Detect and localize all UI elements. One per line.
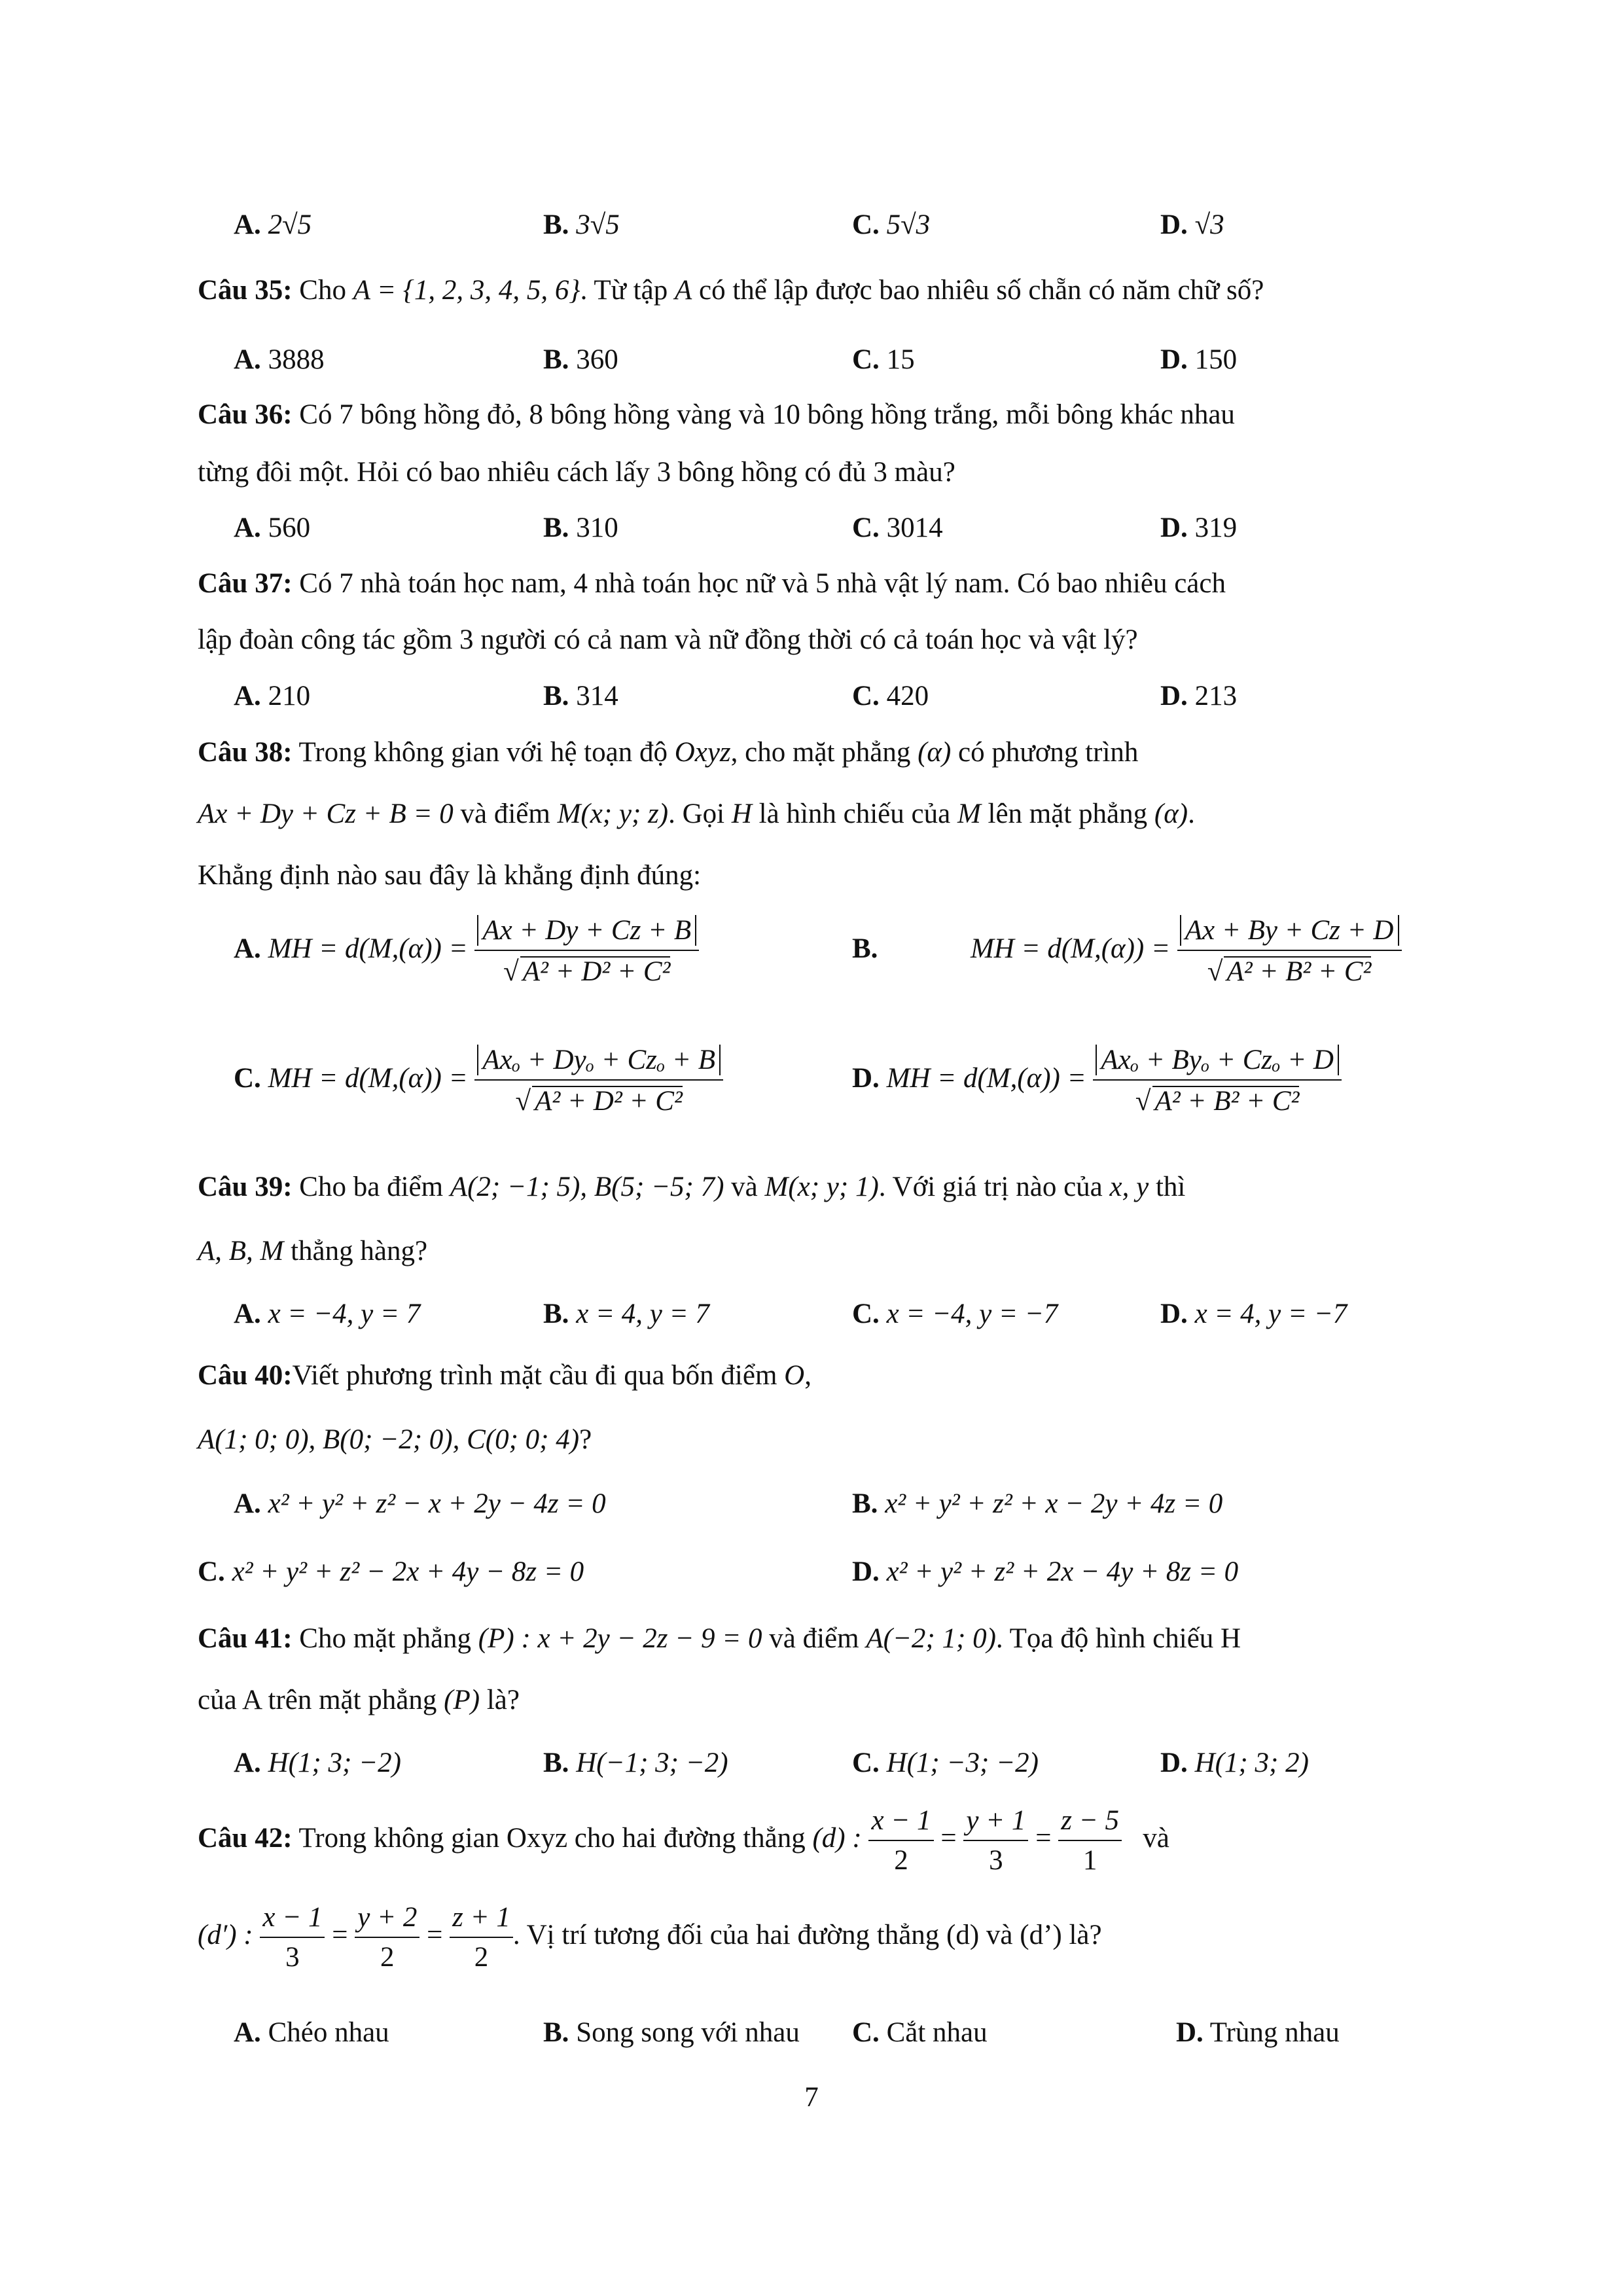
q36-option-c: C. 3014 — [852, 512, 943, 543]
q41-option-c: C. H(1; −3; −2) — [852, 1748, 1039, 1778]
q40-option-b: B. x² + y² + z² + x − 2y + 4z = 0 — [852, 1488, 1223, 1519]
q34-option-a: A. 2√5 — [234, 209, 312, 240]
q38-option-d: D. MH = d(M,(α)) = $\frac{\text{Axₒ + Byₒ + Czₒ + D}}{\text{√ A² + B² + C²}}$ — [852, 1046, 1342, 1115]
q42-stem-line1: Câu 42: Trong không gian Oxyz cho hai đường thẳng (d) : $\frac{x - 1}{2}$ = $\frac{y + 1}{3}$ = $\frac{z - 5}{1}$ và — [198, 1805, 1169, 1876]
q37-option-b: B. 314 — [543, 681, 618, 711]
q37-option-a: A. 210 — [234, 681, 311, 711]
q40-option-d: D. x² + y² + z² + 2x − 4y + 8z = 0 — [852, 1556, 1239, 1587]
q41-stem-line1: Câu 41: Cho mặt phẳng (P) : x + 2y − 2z − 9 = 0 và điểm A(−2; 1; 0). Tọa độ hình chiếu H — [198, 1623, 1241, 1654]
q39-option-d: D. x = 4, y = −7 — [1160, 1299, 1347, 1329]
q36-option-b: B. 310 — [543, 512, 618, 543]
q39-option-a: A. x = −4, y = 7 — [234, 1299, 421, 1329]
q40-stem-line2: A(1; 0; 0), B(0; −2; 0), C(0; 0; 4)? — [198, 1424, 592, 1455]
q42-option-c: C. Cắt nhau — [852, 2017, 988, 2048]
q40-stem-line1: Câu 40:Viết phương trình mặt cầu đi qua bốn điểm O, — [198, 1360, 812, 1391]
q41-stem-line2: của A trên mặt phẳng (P) là? — [198, 1685, 520, 1715]
q42-stem-line2: (d′) : $\frac{x - 1}{3}$ = $\frac{y + 2}{2}$ = $\frac{z + 1}{2}$ . Vị trí tương đối của hai đường thẳng (d) và (d’) là? — [198, 1902, 1102, 1973]
q38-option-b: B. MH = d(M,(α)) = $\frac{Ax + By + Cz + D}{\text{√ A² + B² + C²}}$ — [852, 916, 1402, 986]
q38-option-a: A. MH = d(M,(α)) = $\frac{Ax + Dy + Cz + B}{\text{√ A² + D² + C²}}$ — [234, 916, 699, 986]
q39-stem-line1: Câu 39: Cho ba điểm A(2; −1; 5), B(5; −5; 7) và M(x; y; 1). Với giá trị nào của x, y thì — [198, 1172, 1186, 1202]
q36-option-a: A. 560 — [234, 512, 311, 543]
q38-stem-line2: Ax + Dy + Cz + B = 0 và điểm M(x; y; z). Gọi H là hình chiếu của M lên mặt phẳng (α). — [198, 798, 1195, 829]
q40-option-c: C. x² + y² + z² − 2x + 4y − 8z = 0 — [198, 1556, 584, 1587]
q37-option-d: D. 213 — [1160, 681, 1238, 711]
q37-option-c: C. 420 — [852, 681, 929, 711]
q38-stem-line3: Khẳng định nào sau đây là khẳng định đúng: — [198, 860, 702, 891]
q41-option-a: A. H(1; 3; −2) — [234, 1748, 401, 1778]
q35-stem: Câu 35: Cho A = {1, 2, 3, 4, 5, 6}. Từ tập A có thể lập được bao nhiêu số chẵn có năm chữ số? — [198, 275, 1264, 306]
q39-option-b: B. x = 4, y = 7 — [543, 1299, 709, 1329]
q42-option-b: B. Song song với nhau — [543, 2017, 800, 2048]
q36-option-d: D. 319 — [1160, 512, 1238, 543]
q36-stem-line1: Câu 36: Có 7 bông hồng đỏ, 8 bông hồng vàng và 10 bông hồng trắng, mỗi bông khác nhau — [198, 399, 1235, 430]
q39-option-c: C. x = −4, y = −7 — [852, 1299, 1058, 1329]
q42-option-d: D. Trùng nhau — [1176, 2017, 1340, 2048]
page-number: 7 — [804, 2082, 819, 2113]
q34-option-d: D. √3 — [1160, 209, 1224, 240]
q35-option-c: C. 15 — [852, 344, 915, 375]
q41-option-d: D. H(1; 3; 2) — [1160, 1748, 1309, 1778]
q34-option-b: B. 3√5 — [543, 209, 620, 240]
q35-option-b: B. 360 — [543, 344, 618, 375]
q40-option-a: A. x² + y² + z² − x + 2y − 4z = 0 — [234, 1488, 606, 1519]
q37-stem-line1: Câu 37: Có 7 nhà toán học nam, 4 nhà toán học nữ và 5 nhà vật lý nam. Có bao nhiêu cách — [198, 568, 1226, 599]
q37-stem-line2: lập đoàn công tác gồm 3 người có cả nam và nữ đồng thời có cả toán học và vật lý? — [198, 624, 1138, 655]
q35-option-d: D. 150 — [1160, 344, 1238, 375]
q39-stem-line2: A, B, M thẳng hàng? — [198, 1236, 428, 1266]
q36-stem-line2: từng đôi một. Hỏi có bao nhiêu cách lấy 3 bông hồng có đủ 3 màu? — [198, 457, 955, 488]
q38-option-c: C. MH = d(M,(α)) = $\frac{\text{Axₒ + Dyₒ + Czₒ + B}}{\text{√ A² + D² + C²}}$ — [234, 1046, 723, 1115]
q34-option-c: C. 5√3 — [852, 209, 931, 240]
q38-stem-line1: Câu 38: Trong không gian với hệ toạn độ Oxyz, cho mặt phẳng (α) có phương trình — [198, 737, 1139, 768]
q41-option-b: B. H(−1; 3; −2) — [543, 1748, 728, 1778]
q42-option-a: A. Chéo nhau — [234, 2017, 389, 2048]
q35-option-a: A. 3888 — [234, 344, 325, 375]
